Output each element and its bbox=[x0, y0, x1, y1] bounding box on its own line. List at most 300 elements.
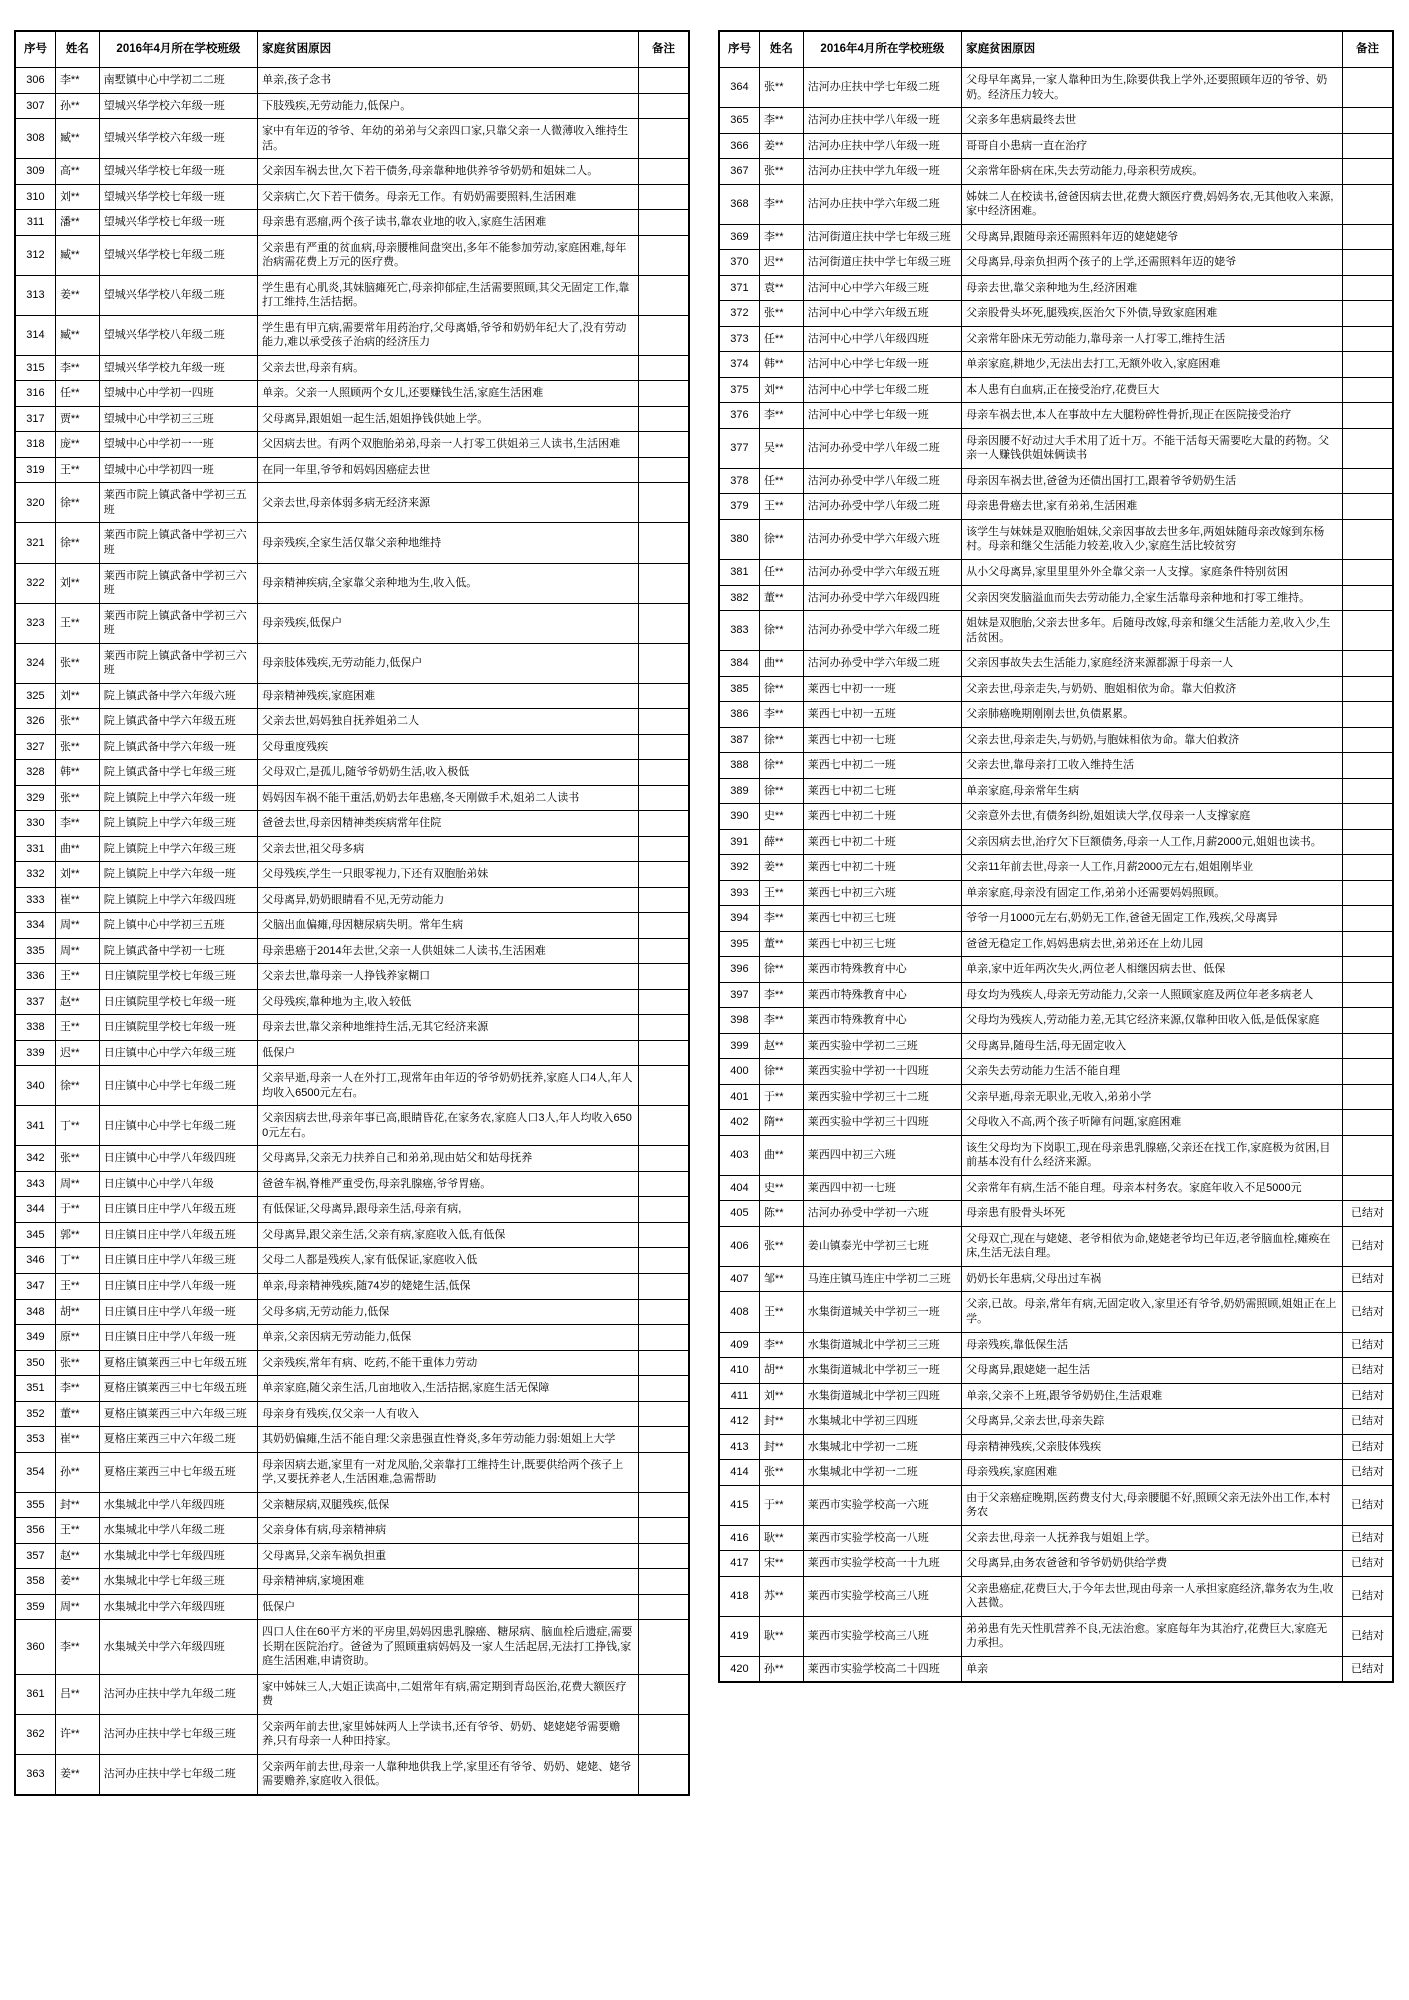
table-row bbox=[719, 377, 1393, 403]
table-row bbox=[719, 1135, 1393, 1175]
school-class-cell: 夏格庄镇莱西三中七年级五班 bbox=[99, 1350, 257, 1376]
remark-cell bbox=[1342, 651, 1393, 677]
row-number-cell: 371 bbox=[719, 275, 759, 301]
poverty-reason-cell: 父母离异,父亲车祸负担重 bbox=[258, 1543, 639, 1569]
school-class-cell: 水集城北中学六年级四班 bbox=[99, 1594, 257, 1620]
school-class-cell: 日庄镇中心中学八年级 bbox=[99, 1171, 257, 1197]
remark-cell bbox=[638, 1492, 689, 1518]
poverty-reason-cell: 低保户 bbox=[258, 1040, 639, 1066]
poverty-reason-cell: 单亲家庭,母亲常年生病 bbox=[962, 778, 1343, 804]
school-class-cell: 姜山镇泰光中学初三七班 bbox=[803, 1226, 961, 1266]
remark-cell bbox=[1342, 906, 1393, 932]
row-number-cell: 349 bbox=[15, 1325, 55, 1351]
remark-cell bbox=[638, 1350, 689, 1376]
school-class-cell: 日庄镇日庄中学八年级三班 bbox=[99, 1248, 257, 1274]
poverty-reason-cell: 父亲去世,靠母亲打工收入维持生活 bbox=[962, 753, 1343, 779]
student-name-cell: 赵** bbox=[55, 1543, 99, 1569]
table-row bbox=[719, 1485, 1393, 1525]
school-class-cell: 南墅镇中心中学初二二班 bbox=[99, 68, 257, 94]
remark-cell bbox=[638, 1569, 689, 1595]
row-number-cell: 354 bbox=[15, 1452, 55, 1492]
student-name-cell: 崔** bbox=[55, 887, 99, 913]
student-name-cell: 姜** bbox=[759, 133, 803, 159]
remark-cell bbox=[638, 1674, 689, 1714]
school-class-cell: 夏格庄莱西三中六年级二班 bbox=[99, 1427, 257, 1453]
poverty-reason-cell: 父因病去世。有两个双胞胎弟弟,母亲一人打零工供姐弟三人读书,生活困难 bbox=[258, 432, 639, 458]
poverty-reason-cell: 妈妈因车祸不能干重活,奶奶去年患癌,冬天刚做手术,姐弟二人读书 bbox=[258, 785, 639, 811]
table-row bbox=[719, 1616, 1393, 1656]
student-name-cell: 王** bbox=[55, 1015, 99, 1041]
table-row bbox=[15, 887, 689, 913]
school-class-cell: 院上镇武备中学七年级三班 bbox=[99, 760, 257, 786]
remark-cell bbox=[638, 1106, 689, 1146]
table-row bbox=[719, 1551, 1393, 1577]
row-number-cell: 372 bbox=[719, 301, 759, 327]
student-aid-table bbox=[14, 30, 690, 1796]
remark-cell: 已结对 bbox=[1342, 1656, 1393, 1682]
student-name-cell: 徐** bbox=[759, 519, 803, 559]
table-row bbox=[719, 1266, 1393, 1292]
school-class-cell: 院上镇院上中学六年级四班 bbox=[99, 887, 257, 913]
poverty-reason-cell: 奶奶长年患病,父母出过车祸 bbox=[962, 1266, 1343, 1292]
poverty-reason-cell: 父脑出血偏瘫,母因糖尿病失明。常年生病 bbox=[258, 913, 639, 939]
school-class-cell: 沽河办庄扶中学七年级二班 bbox=[803, 68, 961, 108]
remark-cell bbox=[638, 862, 689, 888]
remark-cell bbox=[1342, 931, 1393, 957]
table-row bbox=[15, 938, 689, 964]
student-name-cell: 迟** bbox=[759, 250, 803, 276]
remark-cell bbox=[638, 159, 689, 185]
school-class-cell: 日庄镇中心中学六年级三班 bbox=[99, 1040, 257, 1066]
student-name-cell: 于** bbox=[759, 1485, 803, 1525]
remark-cell bbox=[638, 1146, 689, 1172]
poverty-reason-cell: 父亲患有严重的贫血病,母亲腰椎间盘突出,多年不能参加劳动,家庭困难,每年治病需花费上万元的医疗费。 bbox=[258, 235, 639, 275]
poverty-reason-cell: 父亲病亡,欠下若干债务。母亲无工作。有奶奶需要照料,生活困难 bbox=[258, 184, 639, 210]
poverty-reason-cell: 爸爸去世,母亲因精神类疾病常年住院 bbox=[258, 811, 639, 837]
poverty-reason-cell: 单亲,孩子念书 bbox=[258, 68, 639, 94]
poverty-reason-cell: 姐妹是双胞胎,父亲去世多年。后随母改嫁,母亲和继父生活能力差,收入少,生活贫困。 bbox=[962, 611, 1343, 651]
poverty-reason-cell: 父亲早逝,母亲无职业,无收入,弟弟小学 bbox=[962, 1084, 1343, 1110]
student-name-cell: 李** bbox=[759, 1332, 803, 1358]
student-name-cell: 袁** bbox=[759, 275, 803, 301]
table-row bbox=[15, 913, 689, 939]
row-number-cell: 365 bbox=[719, 108, 759, 134]
row-number-cell: 357 bbox=[15, 1543, 55, 1569]
student-name-cell: 董** bbox=[55, 1401, 99, 1427]
remark-cell bbox=[1342, 855, 1393, 881]
student-name-cell: 于** bbox=[55, 1197, 99, 1223]
school-class-cell: 日庄镇院里学校七年级一班 bbox=[99, 1015, 257, 1041]
school-class-cell: 沽河办孙受中学六年级六班 bbox=[803, 519, 961, 559]
student-name-cell: 李** bbox=[759, 108, 803, 134]
student-name-cell: 潘** bbox=[55, 210, 99, 236]
table-row bbox=[719, 1576, 1393, 1616]
table-row bbox=[719, 133, 1393, 159]
remark-cell bbox=[638, 1273, 689, 1299]
poverty-reason-cell: 学生患有心肌炎,其妹脑瘫死亡,母亲抑郁症,生活需要照顾,其父无固定工作,靠打工维持,生活拮据。 bbox=[258, 275, 639, 315]
remark-cell bbox=[1342, 301, 1393, 327]
table-row bbox=[719, 982, 1393, 1008]
remark-cell: 已结对 bbox=[1342, 1266, 1393, 1292]
row-number-cell: 387 bbox=[719, 727, 759, 753]
row-number-cell: 343 bbox=[15, 1171, 55, 1197]
table-row bbox=[15, 275, 689, 315]
school-class-cell: 日庄镇中心中学八年级四班 bbox=[99, 1146, 257, 1172]
poverty-reason-cell: 父亲去世,祖父母多病 bbox=[258, 836, 639, 862]
remark-cell bbox=[638, 406, 689, 432]
remark-cell bbox=[638, 1197, 689, 1223]
table-row bbox=[15, 1015, 689, 1041]
remark-cell bbox=[638, 603, 689, 643]
poverty-reason-cell: 母亲精神残疾,家庭困难 bbox=[258, 683, 639, 709]
table-row bbox=[15, 406, 689, 432]
table-row bbox=[15, 93, 689, 119]
table-row bbox=[15, 643, 689, 683]
school-class-cell: 夏格庄莱西三中七年级五班 bbox=[99, 1452, 257, 1492]
school-class-cell: 莱西市实验学校高三八班 bbox=[803, 1576, 961, 1616]
remark-cell bbox=[638, 1518, 689, 1544]
student-name-cell: 封** bbox=[759, 1409, 803, 1435]
table-row bbox=[15, 1299, 689, 1325]
school-class-cell: 沽河办孙受中学八年级二班 bbox=[803, 468, 961, 494]
table-row bbox=[15, 119, 689, 159]
school-class-cell: 莱西七中初三七班 bbox=[803, 906, 961, 932]
school-class-cell: 日庄镇院里学校七年级三班 bbox=[99, 964, 257, 990]
remark-cell bbox=[1342, 753, 1393, 779]
column-header-remark: 备注 bbox=[638, 31, 689, 68]
remark-cell bbox=[1342, 1059, 1393, 1085]
remark-cell bbox=[1342, 468, 1393, 494]
student-name-cell: 任** bbox=[759, 468, 803, 494]
remark-cell bbox=[1342, 403, 1393, 429]
student-name-cell: 徐** bbox=[759, 676, 803, 702]
poverty-reason-cell: 父亲因病去世,母亲年事已高,眼睛昏花,在家务农,家庭人口3人,年人均收入6500元左右。 bbox=[258, 1106, 639, 1146]
poverty-reason-cell: 父母重度残疾 bbox=[258, 734, 639, 760]
remark-cell bbox=[638, 275, 689, 315]
table-row bbox=[719, 1226, 1393, 1266]
remark-cell: 已结对 bbox=[1342, 1201, 1393, 1227]
poverty-reason-cell: 父亲去世,母亲走失,与奶奶,与胞妹相依为命。靠大伯救济 bbox=[962, 727, 1343, 753]
student-name-cell: 张** bbox=[759, 301, 803, 327]
student-name-cell: 任** bbox=[759, 326, 803, 352]
remark-cell bbox=[638, 523, 689, 563]
poverty-reason-cell: 单亲,家中近年两次失火,两位老人相继因病去世、低保 bbox=[962, 957, 1343, 983]
student-name-cell: 徐** bbox=[759, 611, 803, 651]
student-name-cell: 李** bbox=[759, 184, 803, 224]
poverty-reason-cell: 母亲患癌于2014年去世,父亲一人供姐妹二人读书,生活困难 bbox=[258, 938, 639, 964]
remark-cell bbox=[638, 938, 689, 964]
student-name-cell: 曲** bbox=[759, 651, 803, 677]
school-class-cell: 莱西市实验学校高一八班 bbox=[803, 1525, 961, 1551]
table-row bbox=[719, 1292, 1393, 1332]
school-class-cell: 沽河办庄扶中学六年级二班 bbox=[803, 184, 961, 224]
remark-cell bbox=[1342, 352, 1393, 378]
row-number-cell: 331 bbox=[15, 836, 55, 862]
poverty-reason-cell: 爸爸车祸,脊椎严重受伤,母亲乳腺癌,爷爷胃癌。 bbox=[258, 1171, 639, 1197]
student-name-cell: 张** bbox=[55, 734, 99, 760]
poverty-reason-cell: 母亲车祸去世,本人在事故中左大腿粉碎性骨折,现正在医院接受治疗 bbox=[962, 403, 1343, 429]
remark-cell: 已结对 bbox=[1342, 1358, 1393, 1384]
school-class-cell: 沽河办庄扶中学七年级二班 bbox=[99, 1754, 257, 1795]
school-class-cell: 院上镇中心中学初三五班 bbox=[99, 913, 257, 939]
row-number-cell: 333 bbox=[15, 887, 55, 913]
row-number-cell: 417 bbox=[719, 1551, 759, 1577]
row-number-cell: 364 bbox=[719, 68, 759, 108]
row-number-cell: 353 bbox=[15, 1427, 55, 1453]
student-name-cell: 原** bbox=[55, 1325, 99, 1351]
table-row bbox=[719, 1008, 1393, 1034]
school-class-cell: 沽河街道庄扶中学七年级三班 bbox=[803, 250, 961, 276]
row-number-cell: 358 bbox=[15, 1569, 55, 1595]
student-name-cell: 王** bbox=[759, 494, 803, 520]
row-number-cell: 309 bbox=[15, 159, 55, 185]
row-number-cell: 308 bbox=[15, 119, 55, 159]
table-row bbox=[15, 811, 689, 837]
remark-cell bbox=[1342, 727, 1393, 753]
row-number-cell: 306 bbox=[15, 68, 55, 94]
student-name-cell: 臧** bbox=[55, 119, 99, 159]
remark-cell bbox=[638, 643, 689, 683]
column-header-row-number: 序号 bbox=[15, 31, 55, 68]
school-class-cell: 莱西市特殊教育中心 bbox=[803, 1008, 961, 1034]
table-row bbox=[719, 301, 1393, 327]
table-row bbox=[15, 836, 689, 862]
school-class-cell: 望城兴华学校七年级一班 bbox=[99, 210, 257, 236]
poverty-reason-cell: 姊妹二人在校读书,爸爸因病去世,花费大额医疗费,妈妈务农,无其他收入来源,家中经济困难。 bbox=[962, 184, 1343, 224]
header-row bbox=[719, 31, 1393, 68]
remark-cell: 已结对 bbox=[1342, 1292, 1393, 1332]
poverty-reason-cell: 父母二人都是残疾人,家有低保证,家庭收入低 bbox=[258, 1248, 639, 1274]
student-name-cell: 封** bbox=[759, 1434, 803, 1460]
poverty-reason-cell: 母亲精神病,家境困难 bbox=[258, 1569, 639, 1595]
poverty-reason-cell: 父亲失去劳动能力生活不能自理 bbox=[962, 1059, 1343, 1085]
student-name-cell: 刘** bbox=[55, 563, 99, 603]
remark-cell bbox=[1342, 702, 1393, 728]
student-name-cell: 周** bbox=[55, 938, 99, 964]
school-class-cell: 莱西七中初三七班 bbox=[803, 931, 961, 957]
row-number-cell: 374 bbox=[719, 352, 759, 378]
student-name-cell: 李** bbox=[759, 224, 803, 250]
table-row bbox=[15, 1401, 689, 1427]
poverty-reason-cell: 父亲早逝,母亲一人在外打工,现常年由年迈的爷爷奶奶抚养,家庭人口4人,年人均收入6500元左右。 bbox=[258, 1066, 639, 1106]
poverty-reason-cell: 单亲。父亲一人照顾两个女儿,还要赚钱生活,家庭生活困难 bbox=[258, 381, 639, 407]
school-class-cell: 日庄镇中心中学七年级二班 bbox=[99, 1066, 257, 1106]
student-name-cell: 郭** bbox=[55, 1222, 99, 1248]
table-row bbox=[719, 224, 1393, 250]
column-header-student-name: 姓名 bbox=[55, 31, 99, 68]
table-row bbox=[15, 1754, 689, 1795]
remark-cell bbox=[638, 1066, 689, 1106]
school-class-cell: 水集城北中学八年级二班 bbox=[99, 1518, 257, 1544]
row-number-cell: 405 bbox=[719, 1201, 759, 1227]
student-name-cell: 李** bbox=[55, 355, 99, 381]
school-class-cell: 望城兴华学校八年级二班 bbox=[99, 315, 257, 355]
school-class-cell: 夏格庄镇莱西三中六年级三班 bbox=[99, 1401, 257, 1427]
remark-cell bbox=[638, 1620, 689, 1675]
table-row bbox=[719, 1383, 1393, 1409]
table-row bbox=[15, 1594, 689, 1620]
student-name-cell: 刘** bbox=[759, 1383, 803, 1409]
student-name-cell: 赵** bbox=[759, 1033, 803, 1059]
school-class-cell: 沽河中心中学七年级一班 bbox=[803, 403, 961, 429]
school-class-cell: 夏格庄镇莱西三中七年级五班 bbox=[99, 1376, 257, 1402]
poverty-reason-cell: 母亲患骨癌去世,家有弟弟,生活困难 bbox=[962, 494, 1343, 520]
school-class-cell: 水集街道城北中学初三三班 bbox=[803, 1332, 961, 1358]
poverty-reason-cell: 父亲两年前去世,家里姊妹两人上学读书,还有爷爷、奶奶、姥姥姥爷需要赡养,只有母亲一人种田持家。 bbox=[258, 1714, 639, 1754]
remark-cell bbox=[1342, 428, 1393, 468]
table-row bbox=[15, 563, 689, 603]
school-class-cell: 沽河中心中学六年级三班 bbox=[803, 275, 961, 301]
student-name-cell: 李** bbox=[759, 1008, 803, 1034]
student-name-cell: 赵** bbox=[55, 989, 99, 1015]
row-number-cell: 384 bbox=[719, 651, 759, 677]
school-class-cell: 沽河办孙受中学八年级二班 bbox=[803, 428, 961, 468]
table-row bbox=[15, 457, 689, 483]
row-number-cell: 340 bbox=[15, 1066, 55, 1106]
poverty-reason-cell: 四口人住在60平方米的平房里,妈妈因患乳腺癌、糖尿病、脑血栓后遗症,需要长期在医院治疗。爸爸为了照顾重病妈妈及一家人生活起居,无法打工挣钱,家庭生活困难,申请资助。 bbox=[258, 1620, 639, 1675]
table-row bbox=[15, 1273, 689, 1299]
table-row bbox=[15, 1146, 689, 1172]
school-class-cell: 沽河中心中学七年级一班 bbox=[803, 352, 961, 378]
student-name-cell: 曲** bbox=[759, 1135, 803, 1175]
table-row bbox=[719, 585, 1393, 611]
remark-cell: 已结对 bbox=[1342, 1525, 1393, 1551]
row-number-cell: 391 bbox=[719, 829, 759, 855]
remark-cell bbox=[1342, 184, 1393, 224]
student-name-cell: 李** bbox=[759, 982, 803, 1008]
remark-cell bbox=[1342, 1135, 1393, 1175]
school-class-cell: 水集街道城关中学初三一班 bbox=[803, 1292, 961, 1332]
student-name-cell: 孙** bbox=[55, 1452, 99, 1492]
table-row bbox=[719, 1409, 1393, 1435]
row-number-cell: 413 bbox=[719, 1434, 759, 1460]
school-class-cell: 沽河中心中学七年级二班 bbox=[803, 377, 961, 403]
student-name-cell: 臧** bbox=[55, 315, 99, 355]
row-number-cell: 332 bbox=[15, 862, 55, 888]
row-number-cell: 363 bbox=[15, 1754, 55, 1795]
student-name-cell: 史** bbox=[759, 1175, 803, 1201]
row-number-cell: 396 bbox=[719, 957, 759, 983]
remark-cell: 已结对 bbox=[1342, 1434, 1393, 1460]
student-name-cell: 周** bbox=[55, 913, 99, 939]
row-number-cell: 319 bbox=[15, 457, 55, 483]
poverty-reason-cell: 父亲身体有病,母亲精神病 bbox=[258, 1518, 639, 1544]
row-number-cell: 324 bbox=[15, 643, 55, 683]
school-class-cell: 莱西七中初二十班 bbox=[803, 855, 961, 881]
row-number-cell: 368 bbox=[719, 184, 759, 224]
row-number-cell: 362 bbox=[15, 1714, 55, 1754]
row-number-cell: 403 bbox=[719, 1135, 759, 1175]
school-class-cell: 莱西市实验学校高一十九班 bbox=[803, 1551, 961, 1577]
table-row bbox=[719, 1175, 1393, 1201]
student-name-cell: 吴** bbox=[759, 428, 803, 468]
table-row bbox=[719, 494, 1393, 520]
row-number-cell: 373 bbox=[719, 326, 759, 352]
poverty-reason-cell: 学生患有甲亢病,需要常年用药治疗,父母离婚,爷爷和奶奶年纪大了,没有劳动能力,难以承受孩子治病的经济压力 bbox=[258, 315, 639, 355]
table-row bbox=[719, 250, 1393, 276]
table-row bbox=[719, 560, 1393, 586]
table-row bbox=[719, 676, 1393, 702]
remark-cell: 已结对 bbox=[1342, 1616, 1393, 1656]
poverty-reason-cell: 母亲残疾,全家生活仅靠父亲种地维持 bbox=[258, 523, 639, 563]
remark-cell bbox=[638, 93, 689, 119]
remark-cell bbox=[638, 1401, 689, 1427]
poverty-reason-cell: 父亲糖尿病,双腿残疾,低保 bbox=[258, 1492, 639, 1518]
remark-cell bbox=[638, 785, 689, 811]
remark-cell bbox=[638, 563, 689, 603]
row-number-cell: 361 bbox=[15, 1674, 55, 1714]
remark-cell: 已结对 bbox=[1342, 1226, 1393, 1266]
school-class-cell: 水集城北中学初三四班 bbox=[803, 1409, 961, 1435]
header-row bbox=[15, 31, 689, 68]
remark-cell bbox=[1342, 1033, 1393, 1059]
poverty-reason-cell: 父亲肺癌晚期刚刚去世,负债累累。 bbox=[962, 702, 1343, 728]
remark-cell bbox=[638, 836, 689, 862]
row-number-cell: 383 bbox=[719, 611, 759, 651]
school-class-cell: 沽河办孙受中学六年级四班 bbox=[803, 585, 961, 611]
column-header-school-class: 2016年4月所在学校班级 bbox=[803, 31, 961, 68]
school-class-cell: 莱西七中初三六班 bbox=[803, 880, 961, 906]
table-row bbox=[15, 1066, 689, 1106]
table-row bbox=[15, 1620, 689, 1675]
remark-cell bbox=[1342, 676, 1393, 702]
column-header-poverty-reason: 家庭贫困原因 bbox=[962, 31, 1343, 68]
school-class-cell: 日庄镇中心中学七年级二班 bbox=[99, 1106, 257, 1146]
column-header-row-number: 序号 bbox=[719, 31, 759, 68]
school-class-cell: 沽河办庄扶中学七年级三班 bbox=[99, 1714, 257, 1754]
table-row bbox=[719, 468, 1393, 494]
table-row bbox=[15, 734, 689, 760]
table-row bbox=[15, 483, 689, 523]
table-row bbox=[719, 1033, 1393, 1059]
row-number-cell: 344 bbox=[15, 1197, 55, 1223]
school-class-cell: 院上镇院上中学六年级一班 bbox=[99, 785, 257, 811]
poverty-reason-cell: 父母离异,母亲负担两个孩子的上学,还需照料年迈的姥爷 bbox=[962, 250, 1343, 276]
student-name-cell: 姜** bbox=[759, 855, 803, 881]
poverty-reason-cell: 父亲去世,母亲有病。 bbox=[258, 355, 639, 381]
remark-cell bbox=[1342, 560, 1393, 586]
row-number-cell: 335 bbox=[15, 938, 55, 964]
remark-cell bbox=[1342, 519, 1393, 559]
student-name-cell: 任** bbox=[55, 381, 99, 407]
row-number-cell: 380 bbox=[719, 519, 759, 559]
student-name-cell: 丁** bbox=[55, 1248, 99, 1274]
remark-cell: 已结对 bbox=[1342, 1332, 1393, 1358]
row-number-cell: 317 bbox=[15, 406, 55, 432]
student-name-cell: 董** bbox=[759, 931, 803, 957]
remark-cell bbox=[638, 1325, 689, 1351]
row-number-cell: 395 bbox=[719, 931, 759, 957]
poverty-reason-cell: 父母均为残疾人,劳动能力差,无其它经济来源,仅靠种田收入低,是低保家庭 bbox=[962, 1008, 1343, 1034]
student-name-cell: 徐** bbox=[759, 778, 803, 804]
student-name-cell: 史** bbox=[759, 804, 803, 830]
table-row bbox=[15, 68, 689, 94]
table-row bbox=[719, 184, 1393, 224]
row-number-cell: 350 bbox=[15, 1350, 55, 1376]
poverty-reason-cell: 父亲股骨头坏死,腿残疾,医治欠下外债,导致家庭困难 bbox=[962, 301, 1343, 327]
row-number-cell: 386 bbox=[719, 702, 759, 728]
row-number-cell: 412 bbox=[719, 1409, 759, 1435]
row-number-cell: 312 bbox=[15, 235, 55, 275]
poverty-reason-cell: 父亲11年前去世,母亲一人工作,月薪2000元左右,姐姐刚毕业 bbox=[962, 855, 1343, 881]
row-number-cell: 311 bbox=[15, 210, 55, 236]
table-row bbox=[719, 727, 1393, 753]
school-class-cell: 望城兴华学校九年级一班 bbox=[99, 355, 257, 381]
row-number-cell: 347 bbox=[15, 1273, 55, 1299]
row-number-cell: 381 bbox=[719, 560, 759, 586]
row-number-cell: 359 bbox=[15, 1594, 55, 1620]
poverty-reason-cell: 下肢残疾,无劳动能力,低保户。 bbox=[258, 93, 639, 119]
